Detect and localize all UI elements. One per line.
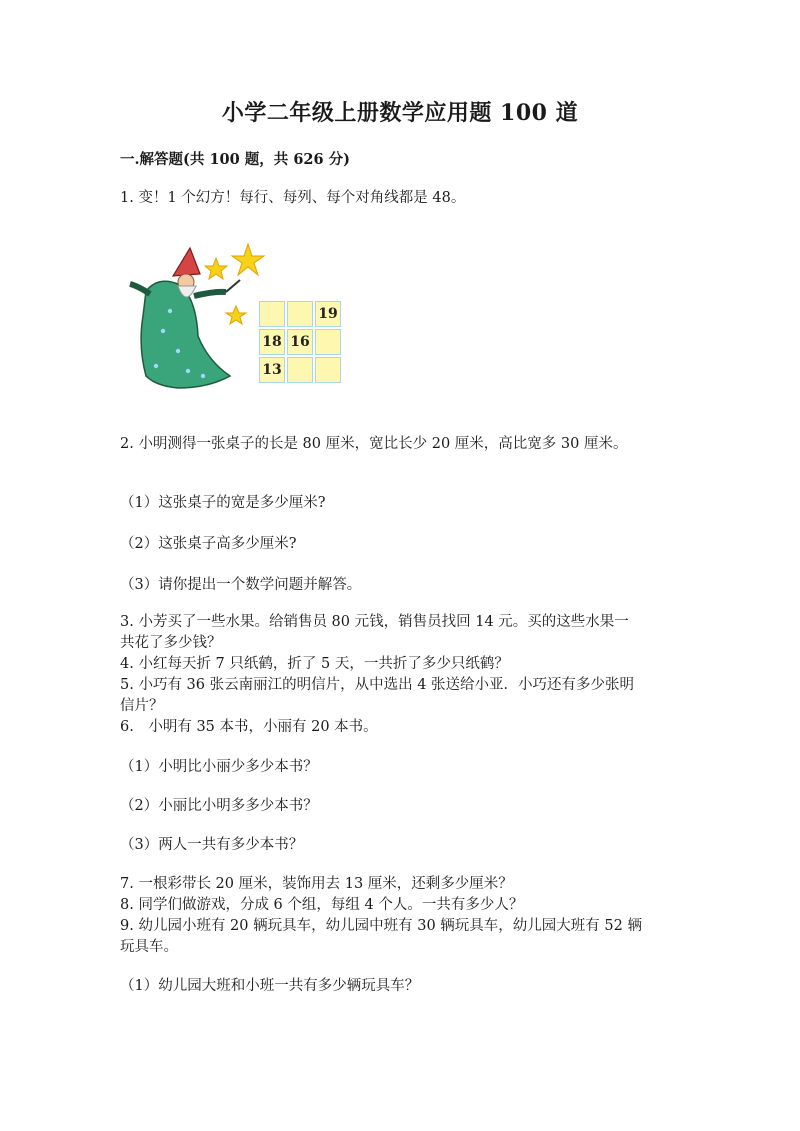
question-1: 1. 变！1 个幻方！每行、每列、每个对角线都是 48。 [120, 190, 466, 206]
question-9-line-2: 玩具车。 [120, 939, 178, 955]
question-4: 4. 小红每天折 7 只纸鹤，折了 5 天，一共折了多少只纸鹤？ [120, 656, 509, 672]
question-5-line-2: 信片？ [120, 698, 164, 714]
wizard-arm [194, 292, 226, 296]
magic-wand [226, 280, 240, 292]
wizard-hat [173, 248, 200, 276]
question-3-line-2: 共花了多少钱？ [120, 635, 222, 651]
page-title: 小学二年级上册数学应用题 100 道 [221, 100, 579, 126]
magic-square-cell [259, 301, 285, 327]
question-6-part-3: （3）两人一共有多少本书？ [120, 837, 304, 853]
magic-square-cell: 18 [259, 329, 285, 355]
question-2: 2. 小明测得一张桌子的长是 80 厘米，宽比长少 20 厘米，高比宽多 30 厘米。 [120, 436, 628, 452]
question-9-part-1: （1）幼儿园大班和小班一共有多少辆玩具车？ [120, 978, 420, 994]
question-2-part-2: （2）这张桌子高多少厘米? [120, 536, 297, 552]
magic-square-cell [315, 329, 341, 355]
magic-square-cell: 16 [287, 329, 313, 355]
magic-square [259, 301, 341, 383]
question-2-part-1: （1）这张桌子的宽是多少厘米? [120, 495, 326, 511]
magic-square-cell: 19 [315, 301, 341, 327]
section-heading: 一.解答题(共 100 题，共 626 分) [120, 151, 350, 168]
magic-square-cell [315, 357, 341, 383]
question-9-line-1: 9. 幼儿园小班有 20 辆玩具车，幼儿园中班有 30 辆玩具车，幼儿园大班有 52 辆 [120, 918, 642, 934]
magic-square-cell [287, 357, 313, 383]
question-3-line-1: 3. 小芳买了一些水果。给销售员 80 元钱，销售员找回 14 元。买的这些水果一 [120, 614, 629, 630]
question-6-part-1: （1）小明比小丽少多少本书？ [120, 759, 318, 775]
question-8: 8. 同学们做游戏，分成 6 个组，每组 4 个人。一共有多少人？ [120, 897, 524, 913]
magic-square-cell: 13 [259, 357, 285, 383]
question-6-part-2: （2）小丽比小明多多少本书？ [120, 798, 318, 814]
wizard-left-arm [130, 284, 150, 294]
question-2-part-3: （3）请你提出一个数学问题并解答。 [120, 577, 362, 593]
question-6: 6. 小明有 35 本书，小丽有 20 本书。 [120, 719, 378, 735]
question-5-line-1: 5. 小巧有 36 张云南丽江的明信片，从中选出 4 张送给小亚．小巧还有多少张明 [120, 677, 635, 693]
magic-square-cell [287, 301, 313, 327]
question-7: 7. 一根彩带长 20 厘米，装饰用去 13 厘米，还剩多少厘米？ [120, 876, 513, 892]
